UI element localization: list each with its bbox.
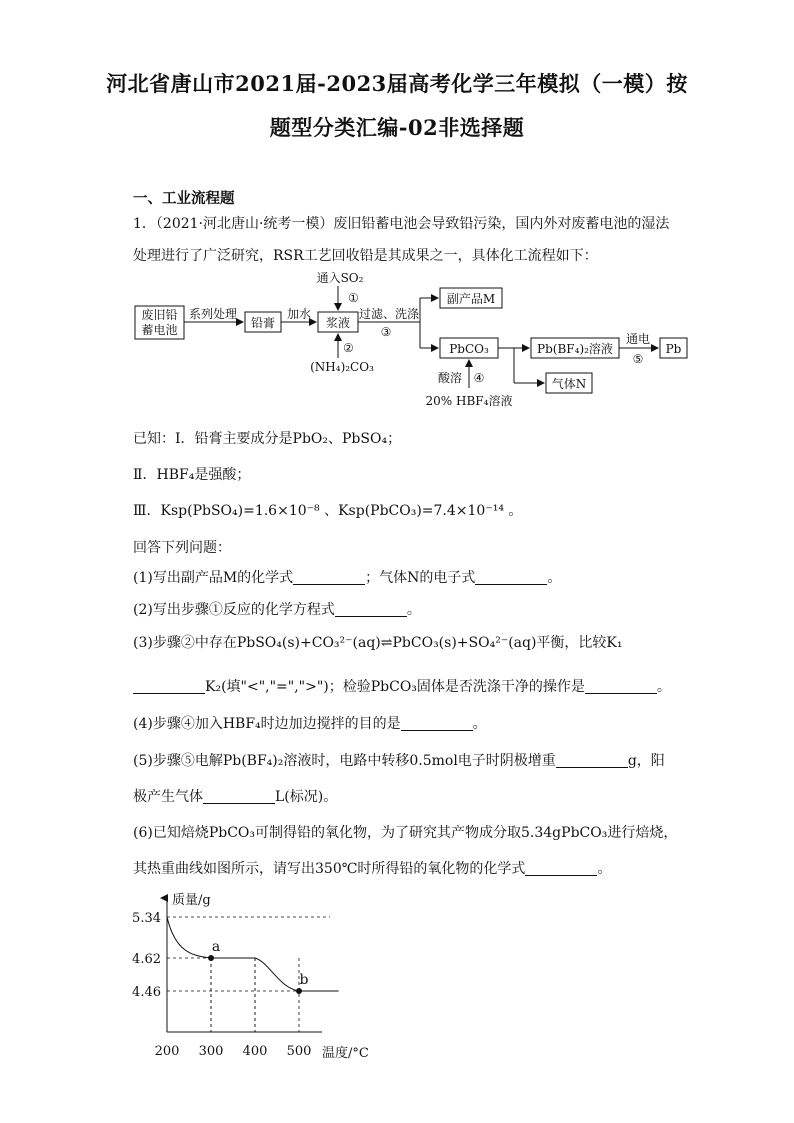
answer-blank[interactable] <box>335 602 407 617</box>
point-label-b: b <box>299 972 309 988</box>
data-point-b <box>296 988 302 994</box>
x-tick-label: 200 <box>154 1044 180 1059</box>
part5-text-c: 极产生气体 <box>133 789 203 805</box>
part1-text-c: 。 <box>547 570 562 586</box>
flow-pbco3: PbCO₃ <box>449 342 489 356</box>
known-1: 已知：Ⅰ．铅膏主要成分是PbO₂、PbSO₄； <box>133 431 402 447</box>
part2-text: (2)写出步骤①反应的化学方程式 <box>133 602 335 618</box>
part4-text-b: 。 <box>472 716 487 732</box>
answer-blank[interactable] <box>556 753 628 768</box>
y-tick-label: 4.62 <box>132 952 161 967</box>
process-flow-diagram <box>0 268 794 418</box>
part6-text-b: 其热重曲线如图所示，请写出350℃时所得铅的氧化物的化学式 <box>133 861 526 877</box>
question-part-4 <box>133 713 487 733</box>
flow-step-1: ① <box>348 291 359 305</box>
question-part-3 <box>133 632 623 652</box>
question-part-6-cont <box>133 858 611 878</box>
question-part-3-cont <box>133 676 671 696</box>
flow-step-2: ② <box>343 341 354 355</box>
flow-step-3: ③ <box>380 325 392 339</box>
answer-prompt: 回答下列问题： <box>133 540 231 556</box>
flow-lead-paste: 铅膏 <box>250 316 276 330</box>
flow-step-5: ⑤ <box>632 352 644 366</box>
section-heading: 一、工业流程题 <box>133 190 235 207</box>
part1-text-b: ；气体N的电子式 <box>365 570 476 586</box>
question-part-5 <box>133 750 665 770</box>
answer-blank[interactable] <box>401 716 473 731</box>
flow-step-series: 系列处理 <box>188 307 238 321</box>
data-point-a <box>208 955 214 961</box>
flow-acid-dissolve: 酸溶 <box>437 371 463 385</box>
part6-text-c: 。 <box>597 861 612 877</box>
flow-pbbf4-solution: Pb(BF₄)₂溶液 <box>537 342 613 356</box>
flow-step-4: ④ <box>473 371 485 385</box>
part3-text-c: 。 <box>656 679 671 695</box>
x-tick-label: 300 <box>198 1044 224 1059</box>
flow-pb: Pb <box>665 342 682 356</box>
flow-add-water: 加水 <box>286 307 312 321</box>
part2-text-b: 。 <box>406 602 421 618</box>
question-intro-2: 处理进行了广泛研究，RSR工艺回收铅是其成果之一，具体化工流程如下： <box>133 248 598 264</box>
y-tick-label: 5.34 <box>132 911 161 926</box>
y-tick-label: 4.46 <box>132 985 161 1000</box>
part5-text-d: L(标况)。 <box>275 789 338 805</box>
question-part-6 <box>133 822 677 842</box>
x-axis-label: 温度/°C <box>322 1046 369 1061</box>
flow-waste-battery-1: 废旧铅 <box>141 308 178 322</box>
flow-nh4co3: (NH₄)₂CO₃ <box>310 360 374 374</box>
part4-text: (4)步骤④加入HBF₄时边加边搅拌的目的是 <box>133 716 401 732</box>
part6-text: (6)已知焙烧PbCO₃可制得铅的氧化物，为了研究其产物成分取5.34gPbCO₃进行焙烧， <box>133 825 678 841</box>
part3-text: (3)步骤②中存在PbSO₄(s)+CO₃²⁻(aq)⇌PbCO₃(s)+SO₄²⁻(aq)平衡，比较K₁ <box>133 635 623 651</box>
flow-gas-n: 气体N <box>551 377 587 391</box>
known-2: Ⅱ．HBF₄是强酸； <box>133 467 251 483</box>
answer-blank[interactable] <box>585 679 657 694</box>
x-tick-label: 400 <box>242 1044 268 1059</box>
question-intro-1: 1．（2021·河北唐山·统考一模）废旧铅蓄电池会导致铅污染，国内外对废蓄电池的湿法 <box>133 216 670 232</box>
flow-filter: 过滤、洗涤 <box>358 307 420 321</box>
answer-blank[interactable] <box>133 679 205 694</box>
page-title-line2: 题型分类汇编-02非选择题 <box>269 115 525 140</box>
part3-text-b: K₂(填"<","=",">")；检验PbCO₃固体是否洗涤干净的操作是 <box>205 679 585 695</box>
thermogravimetric-chart <box>0 890 794 1065</box>
question-part-1 <box>133 567 561 587</box>
part1-text: (1)写出副产品M的化学式 <box>133 570 294 586</box>
flow-waste-battery-2: 蓄电池 <box>141 323 178 337</box>
flow-hbf4: 20% HBF₄溶液 <box>425 394 513 408</box>
question-part-2 <box>133 599 421 619</box>
part5-text: (5)步骤⑤电解Pb(BF₄)₂溶液时，电路中转移0.5mol电子时阴极增重 <box>133 753 556 769</box>
question-part-5-cont <box>133 786 337 806</box>
y-axis-label: 质量/g <box>172 893 211 908</box>
answer-blank[interactable] <box>475 570 547 585</box>
mass-curve <box>167 917 339 991</box>
page-title-line1: 河北省唐山市2021届-2023届高考化学三年模拟（一模）按 <box>106 71 688 96</box>
known-3: Ⅲ．Ksp(PbSO₄)=1.6×10⁻⁸ 、Ksp(PbCO₃)=7.4×10⁻¹⁴ 。 <box>133 503 523 519</box>
answer-blank[interactable] <box>525 861 597 876</box>
answer-blank[interactable] <box>293 570 365 585</box>
flow-electrolysis: 通电 <box>625 332 651 346</box>
x-tick-label: 500 <box>286 1044 312 1059</box>
flow-so2-label: 通入SO₂ <box>316 271 364 285</box>
part5-text-b: g，阳 <box>627 753 665 769</box>
point-label-a: a <box>211 939 221 955</box>
answer-blank[interactable] <box>203 789 275 804</box>
flow-slurry: 浆液 <box>325 316 351 330</box>
flow-byproduct-m: 副产品M <box>446 292 496 306</box>
